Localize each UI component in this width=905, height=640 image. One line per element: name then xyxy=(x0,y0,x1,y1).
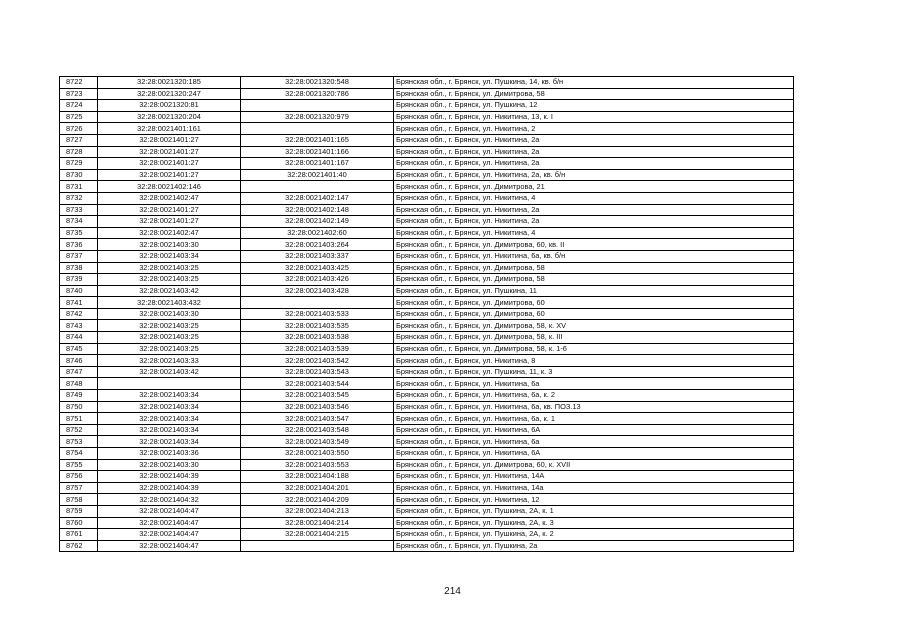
row-number-cell: 8728 xyxy=(60,146,98,158)
row-number-cell: 8757 xyxy=(60,482,98,494)
table-row xyxy=(60,111,794,123)
building-cadastral-number-cell: 32:28:0021404:209 xyxy=(241,494,394,506)
row-number-cell: 8736 xyxy=(60,239,98,251)
address-cell: Брянская обл., г. Брянск, ул. Пушкина, 2А, к. 3 xyxy=(394,517,794,529)
table-row xyxy=(60,274,794,286)
row-number-cell: 8758 xyxy=(60,494,98,506)
land-cadastral-number-cell: 32:28:0021403:25 xyxy=(98,332,241,344)
table-row xyxy=(60,227,794,239)
land-cadastral-number-cell: 32:28:0021403:25 xyxy=(98,262,241,274)
table-row xyxy=(60,285,794,297)
table-row xyxy=(60,332,794,344)
building-cadastral-number-cell: 32:28:0021404:188 xyxy=(241,471,394,483)
address-cell: Брянская обл., г. Брянск, ул. Никитина, 2а xyxy=(394,134,794,146)
address-cell: Брянская обл., г. Брянск, ул. Димитрова, 58 xyxy=(394,274,794,286)
land-cadastral-number-cell: 32:28:0021402:47 xyxy=(98,192,241,204)
building-cadastral-number-cell: 32:28:0021402:60 xyxy=(241,227,394,239)
building-cadastral-number-cell: 32:28:0021403:548 xyxy=(241,424,394,436)
land-cadastral-number-cell: 32:28:0021404:39 xyxy=(98,482,241,494)
address-cell: Брянская обл., г. Брянск, ул. Никитина, 6А xyxy=(394,448,794,460)
row-number-cell: 8727 xyxy=(60,134,98,146)
table-row xyxy=(60,158,794,170)
row-number-cell: 8732 xyxy=(60,192,98,204)
address-cell: Брянская обл., г. Брянск, ул. Димитрова, 21 xyxy=(394,181,794,193)
address-cell: Брянская обл., г. Брянск, ул. Пушкина, 2А, к. 2 xyxy=(394,529,794,541)
address-cell: Брянская обл., г. Брянск, ул. Димитрова, 60, кв. II xyxy=(394,239,794,251)
building-cadastral-number-cell: 32:28:0021403:428 xyxy=(241,285,394,297)
building-cadastral-number-cell: 32:28:0021402:149 xyxy=(241,216,394,228)
row-number-cell: 8737 xyxy=(60,250,98,262)
land-cadastral-number-cell: 32:28:0021320:247 xyxy=(98,88,241,100)
table-row xyxy=(60,77,794,89)
row-number-cell: 8751 xyxy=(60,413,98,425)
row-number-cell: 8761 xyxy=(60,529,98,541)
row-number-cell: 8723 xyxy=(60,88,98,100)
building-cadastral-number-cell: 32:28:0021403:553 xyxy=(241,459,394,471)
address-cell: Брянская обл., г. Брянск, ул. Никитина, 6а xyxy=(394,378,794,390)
row-number-cell: 8734 xyxy=(60,216,98,228)
table-row xyxy=(60,471,794,483)
table-row xyxy=(60,216,794,228)
table-row xyxy=(60,378,794,390)
address-cell: Брянская обл., г. Брянск, ул. Никитина, 4 xyxy=(394,192,794,204)
table-row xyxy=(60,88,794,100)
address-cell: Брянская обл., г. Брянск, ул. Никитина, 13, к. I xyxy=(394,111,794,123)
building-cadastral-number-cell: 32:28:0021402:147 xyxy=(241,192,394,204)
address-cell: Брянская обл., г. Брянск, ул. Пушкина, 2А, к. 1 xyxy=(394,505,794,517)
registry-table-body xyxy=(60,77,794,552)
table-row xyxy=(60,239,794,251)
land-cadastral-number-cell: 32:28:0021320:185 xyxy=(98,77,241,89)
row-number-cell: 8754 xyxy=(60,448,98,460)
building-cadastral-number-cell: 32:28:0021403:549 xyxy=(241,436,394,448)
row-number-cell: 8755 xyxy=(60,459,98,471)
property-registry-table xyxy=(59,76,794,552)
table-row xyxy=(60,146,794,158)
table-row xyxy=(60,366,794,378)
table-row xyxy=(60,134,794,146)
building-cadastral-number-cell: 32:28:0021404:215 xyxy=(241,529,394,541)
address-cell: Брянская обл., г. Брянск, ул. Пушкина, 11, к. 3 xyxy=(394,366,794,378)
land-cadastral-number-cell: 32:28:0021403:42 xyxy=(98,285,241,297)
land-cadastral-number-cell: 32:28:0021404:39 xyxy=(98,471,241,483)
land-cadastral-number-cell: 32:28:0021401:27 xyxy=(98,146,241,158)
address-cell: Брянская обл., г. Брянск, ул. Димитрова, 60, к. XVII xyxy=(394,459,794,471)
land-cadastral-number-cell: 32:28:0021404:47 xyxy=(98,529,241,541)
address-cell: Брянская обл., г. Брянск, ул. Никитина, 2 xyxy=(394,123,794,135)
table-row xyxy=(60,505,794,517)
table-row xyxy=(60,100,794,112)
building-cadastral-number-cell xyxy=(241,540,394,552)
row-number-cell: 8760 xyxy=(60,517,98,529)
address-cell: Брянская обл., г. Брянск, ул. Никитина, 6а, кв. б/н xyxy=(394,250,794,262)
table-row xyxy=(60,262,794,274)
row-number-cell: 8762 xyxy=(60,540,98,552)
row-number-cell: 8743 xyxy=(60,320,98,332)
building-cadastral-number-cell: 32:28:0021403:545 xyxy=(241,390,394,402)
land-cadastral-number-cell: 32:28:0021401:27 xyxy=(98,134,241,146)
table-row xyxy=(60,250,794,262)
building-cadastral-number-cell: 32:28:0021402:148 xyxy=(241,204,394,216)
address-cell: Брянская обл., г. Брянск, ул. Никитина, 2а xyxy=(394,204,794,216)
building-cadastral-number-cell: 32:28:0021403:543 xyxy=(241,366,394,378)
address-cell: Брянская обл., г. Брянск, ул. Димитрова, 58, к. III xyxy=(394,332,794,344)
land-cadastral-number-cell: 32:28:0021403:34 xyxy=(98,401,241,413)
address-cell: Брянская обл., г. Брянск, ул. Пушкина, 11 xyxy=(394,285,794,297)
address-cell: Брянская обл., г. Брянск, ул. Никитина, 6А xyxy=(394,424,794,436)
land-cadastral-number-cell: 32:28:0021404:47 xyxy=(98,505,241,517)
row-number-cell: 8740 xyxy=(60,285,98,297)
row-number-cell: 8747 xyxy=(60,366,98,378)
land-cadastral-number-cell: 32:28:0021402:146 xyxy=(98,181,241,193)
table-row xyxy=(60,308,794,320)
building-cadastral-number-cell: 32:28:0021403:538 xyxy=(241,332,394,344)
row-number-cell: 8746 xyxy=(60,355,98,367)
row-number-cell: 8744 xyxy=(60,332,98,344)
row-number-cell: 8738 xyxy=(60,262,98,274)
table-row xyxy=(60,204,794,216)
table-row xyxy=(60,355,794,367)
row-number-cell: 8729 xyxy=(60,158,98,170)
table-row xyxy=(60,123,794,135)
land-cadastral-number-cell: 32:28:0021401:27 xyxy=(98,204,241,216)
row-number-cell: 8745 xyxy=(60,343,98,355)
table-row xyxy=(60,192,794,204)
building-cadastral-number-cell: 32:28:0021404:213 xyxy=(241,505,394,517)
address-cell: Брянская обл., г. Брянск, ул. Никитина, 6а xyxy=(394,436,794,448)
building-cadastral-number-cell: 32:28:0021401:167 xyxy=(241,158,394,170)
address-cell: Брянская обл., г. Брянск, ул. Никитина, 2а xyxy=(394,146,794,158)
row-number-cell: 8722 xyxy=(60,77,98,89)
land-cadastral-number-cell: 32:28:0021320:204 xyxy=(98,111,241,123)
table-row xyxy=(60,459,794,471)
land-cadastral-number-cell xyxy=(98,378,241,390)
table-row xyxy=(60,413,794,425)
table-row xyxy=(60,529,794,541)
table-row xyxy=(60,540,794,552)
land-cadastral-number-cell: 32:28:0021403:34 xyxy=(98,424,241,436)
address-cell: Брянская обл., г. Брянск, ул. Пушкина, 12 xyxy=(394,100,794,112)
page-number: 214 xyxy=(444,586,461,597)
building-cadastral-number-cell: 32:28:0021404:214 xyxy=(241,517,394,529)
building-cadastral-number-cell xyxy=(241,181,394,193)
land-cadastral-number-cell: 32:28:0021403:34 xyxy=(98,390,241,402)
land-cadastral-number-cell: 32:28:0021403:25 xyxy=(98,343,241,355)
land-cadastral-number-cell: 32:28:0021403:34 xyxy=(98,436,241,448)
building-cadastral-number-cell: 32:28:0021403:547 xyxy=(241,413,394,425)
building-cadastral-number-cell: 32:28:0021401:166 xyxy=(241,146,394,158)
building-cadastral-number-cell: 32:28:0021403:425 xyxy=(241,262,394,274)
land-cadastral-number-cell: 32:28:0021401:27 xyxy=(98,169,241,181)
land-cadastral-number-cell: 32:28:0021403:34 xyxy=(98,250,241,262)
address-cell: Брянская обл., г. Брянск, ул. Димитрова, 58 xyxy=(394,88,794,100)
land-cadastral-number-cell: 32:28:0021401:161 xyxy=(98,123,241,135)
building-cadastral-number-cell: 32:28:0021403:550 xyxy=(241,448,394,460)
building-cadastral-number-cell: 32:28:0021401:165 xyxy=(241,134,394,146)
row-number-cell: 8726 xyxy=(60,123,98,135)
table-row xyxy=(60,169,794,181)
land-cadastral-number-cell: 32:28:0021403:42 xyxy=(98,366,241,378)
land-cadastral-number-cell: 32:28:0021403:33 xyxy=(98,355,241,367)
row-number-cell: 8753 xyxy=(60,436,98,448)
address-cell: Брянская обл., г. Брянск, ул. Никитина, 2а xyxy=(394,158,794,170)
table-row xyxy=(60,297,794,309)
row-number-cell: 8730 xyxy=(60,169,98,181)
row-number-cell: 8742 xyxy=(60,308,98,320)
address-cell: Брянская обл., г. Брянск, ул. Никитина, 8 xyxy=(394,355,794,367)
address-cell: Брянская обл., г. Брянск, ул. Никитина, 2а, кв. б/н xyxy=(394,169,794,181)
building-cadastral-number-cell: 32:28:0021404:201 xyxy=(241,482,394,494)
table-row xyxy=(60,424,794,436)
address-cell: Брянская обл., г. Брянск, ул. Никитина, 6а, кв. ПОЗ.13 xyxy=(394,401,794,413)
row-number-cell: 8752 xyxy=(60,424,98,436)
land-cadastral-number-cell: 32:28:0021404:47 xyxy=(98,517,241,529)
building-cadastral-number-cell: 32:28:0021403:539 xyxy=(241,343,394,355)
address-cell: Брянская обл., г. Брянск, ул. Никитина, 12 xyxy=(394,494,794,506)
building-cadastral-number-cell: 32:28:0021403:533 xyxy=(241,308,394,320)
land-cadastral-number-cell: 32:28:0021320:81 xyxy=(98,100,241,112)
address-cell: Брянская обл., г. Брянск, ул. Димитрова, 58, к. XV xyxy=(394,320,794,332)
building-cadastral-number-cell: 32:28:0021320:979 xyxy=(241,111,394,123)
table-row xyxy=(60,181,794,193)
address-cell: Брянская обл., г. Брянск, ул. Никитина, 6а, к. 1 xyxy=(394,413,794,425)
table-row xyxy=(60,436,794,448)
land-cadastral-number-cell: 32:28:0021403:34 xyxy=(98,413,241,425)
table-row xyxy=(60,448,794,460)
row-number-cell: 8724 xyxy=(60,100,98,112)
table-row xyxy=(60,390,794,402)
row-number-cell: 8759 xyxy=(60,505,98,517)
building-cadastral-number-cell: 32:28:0021403:542 xyxy=(241,355,394,367)
building-cadastral-number-cell: 32:28:0021403:264 xyxy=(241,239,394,251)
table-row xyxy=(60,343,794,355)
address-cell: Брянская обл., г. Брянск, ул. Никитина, 14а xyxy=(394,482,794,494)
building-cadastral-number-cell: 32:28:0021403:535 xyxy=(241,320,394,332)
building-cadastral-number-cell: 32:28:0021320:786 xyxy=(241,88,394,100)
land-cadastral-number-cell: 32:28:0021403:30 xyxy=(98,308,241,320)
land-cadastral-number-cell: 32:28:0021402:47 xyxy=(98,227,241,239)
row-number-cell: 8739 xyxy=(60,274,98,286)
address-cell: Брянская обл., г. Брянск, ул. Никитина, 2а xyxy=(394,216,794,228)
row-number-cell: 8756 xyxy=(60,471,98,483)
table-row xyxy=(60,320,794,332)
building-cadastral-number-cell: 32:28:0021403:426 xyxy=(241,274,394,286)
land-cadastral-number-cell: 32:28:0021404:47 xyxy=(98,540,241,552)
land-cadastral-number-cell: 32:28:0021403:30 xyxy=(98,459,241,471)
building-cadastral-number-cell: 32:28:0021403:546 xyxy=(241,401,394,413)
row-number-cell: 8735 xyxy=(60,227,98,239)
table-row xyxy=(60,517,794,529)
building-cadastral-number-cell xyxy=(241,123,394,135)
land-cadastral-number-cell: 32:28:0021403:25 xyxy=(98,274,241,286)
address-cell: Брянская обл., г. Брянск, ул. Димитрова, 60 xyxy=(394,308,794,320)
table-row xyxy=(60,494,794,506)
address-cell: Брянская обл., г. Брянск, ул. Димитрова, 60 xyxy=(394,297,794,309)
row-number-cell: 8731 xyxy=(60,181,98,193)
building-cadastral-number-cell: 32:28:0021403:544 xyxy=(241,378,394,390)
address-cell: Брянская обл., г. Брянск, ул. Пушкина, 2а xyxy=(394,540,794,552)
address-cell: Брянская обл., г. Брянск, ул. Димитрова, 58 xyxy=(394,262,794,274)
address-cell: Брянская обл., г. Брянск, ул. Димитрова, 58, к. 1-6 xyxy=(394,343,794,355)
address-cell: Брянская обл., г. Брянск, ул. Никитина, 6а, к. 2 xyxy=(394,390,794,402)
building-cadastral-number-cell xyxy=(241,297,394,309)
land-cadastral-number-cell: 32:28:0021403:30 xyxy=(98,239,241,251)
building-cadastral-number-cell xyxy=(241,100,394,112)
land-cadastral-number-cell: 32:28:0021403:432 xyxy=(98,297,241,309)
building-cadastral-number-cell: 32:28:0021403:337 xyxy=(241,250,394,262)
land-cadastral-number-cell: 32:28:0021404:32 xyxy=(98,494,241,506)
table-row xyxy=(60,482,794,494)
land-cadastral-number-cell: 32:28:0021403:36 xyxy=(98,448,241,460)
row-number-cell: 8741 xyxy=(60,297,98,309)
table-row xyxy=(60,401,794,413)
building-cadastral-number-cell: 32:28:0021320:548 xyxy=(241,77,394,89)
row-number-cell: 8725 xyxy=(60,111,98,123)
row-number-cell: 8733 xyxy=(60,204,98,216)
row-number-cell: 8748 xyxy=(60,378,98,390)
land-cadastral-number-cell: 32:28:0021403:25 xyxy=(98,320,241,332)
address-cell: Брянская обл., г. Брянск, ул. Никитина, 4 xyxy=(394,227,794,239)
row-number-cell: 8750 xyxy=(60,401,98,413)
building-cadastral-number-cell: 32:28:0021401:40 xyxy=(241,169,394,181)
address-cell: Брянская обл., г. Брянск, ул. Никитина, 14А xyxy=(394,471,794,483)
address-cell: Брянская обл., г. Брянск, ул. Пушкина, 14, кв. б/н xyxy=(394,77,794,89)
land-cadastral-number-cell: 32:28:0021401:27 xyxy=(98,216,241,228)
land-cadastral-number-cell: 32:28:0021401:27 xyxy=(98,158,241,170)
row-number-cell: 8749 xyxy=(60,390,98,402)
